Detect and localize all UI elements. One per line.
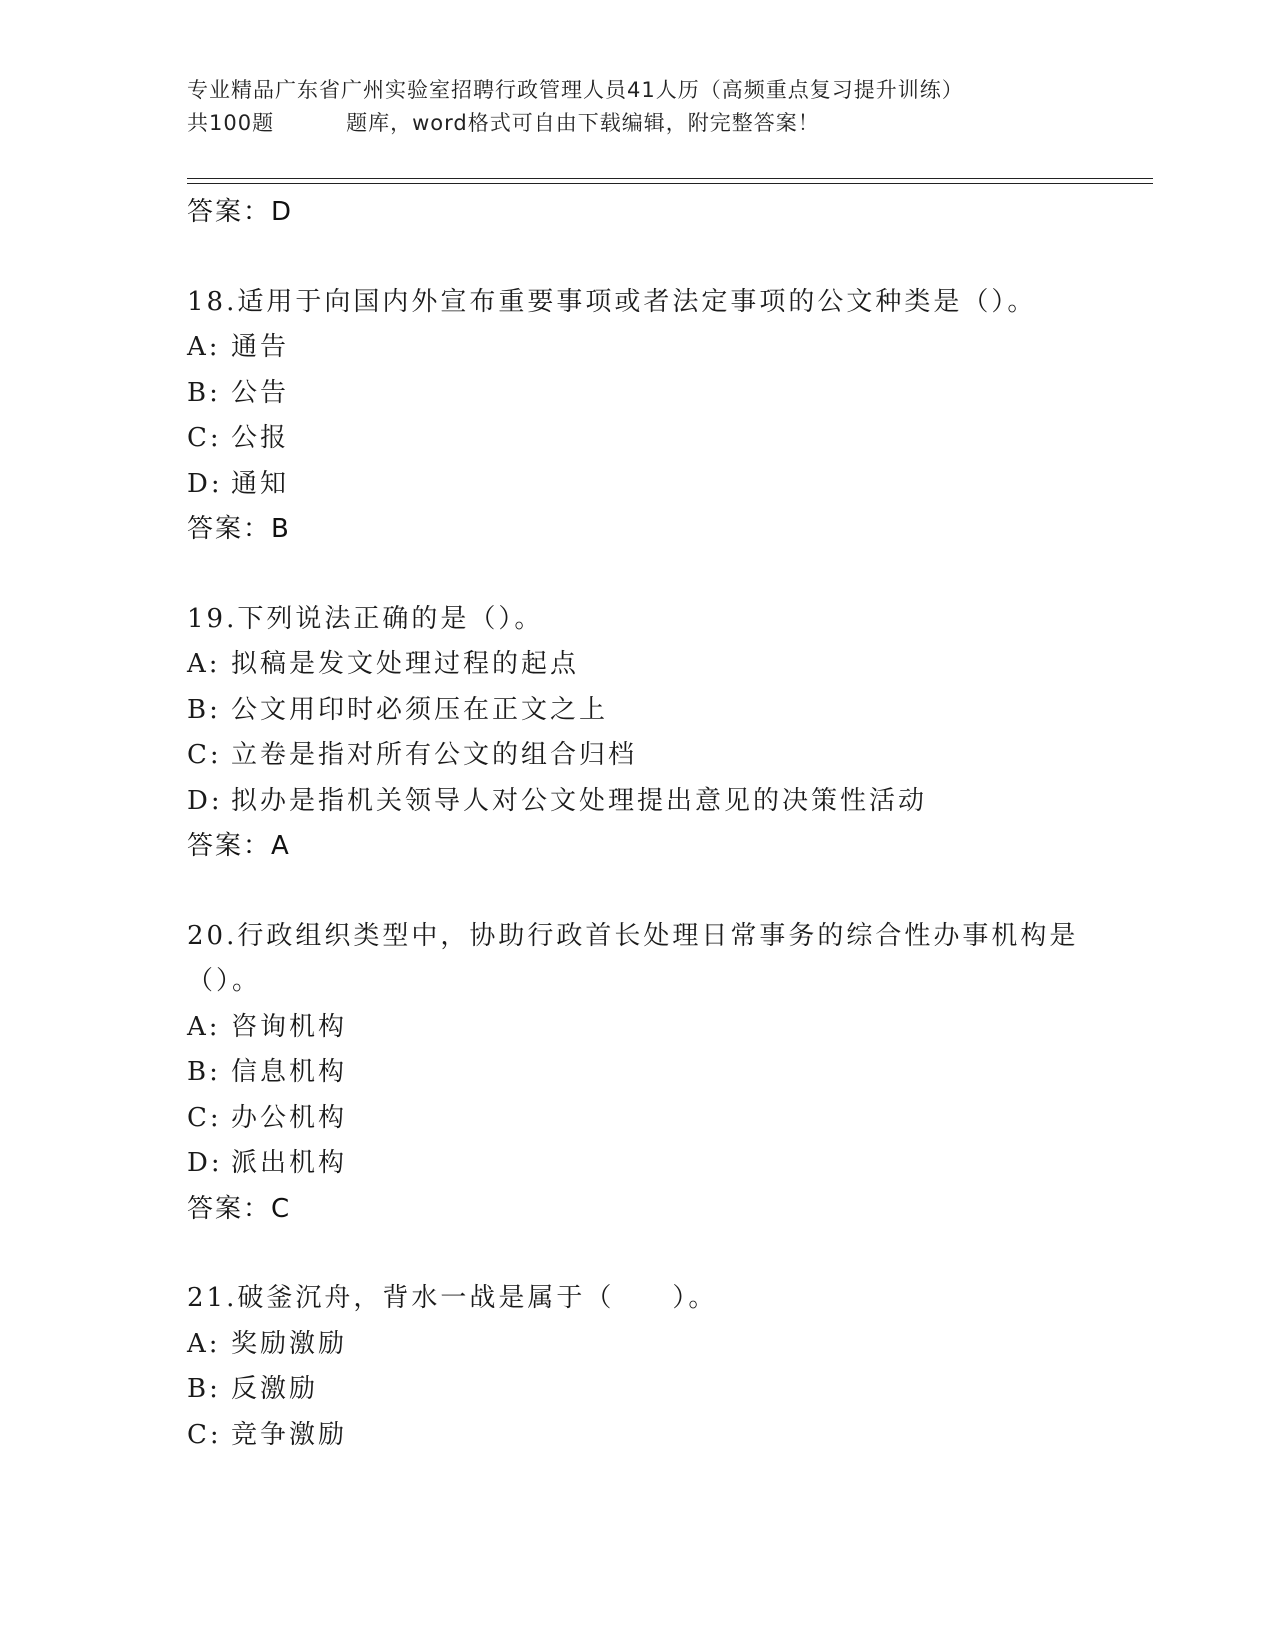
option-label: D: xyxy=(187,785,223,816)
question-stem-continued: （）。 xyxy=(187,966,262,996)
option-a xyxy=(187,325,1147,371)
option-label: A: xyxy=(187,1328,221,1359)
option-d xyxy=(187,779,1147,825)
option-a xyxy=(187,642,1147,688)
option-label: B: xyxy=(187,694,221,725)
header-rule-bottom xyxy=(187,183,1153,184)
option-label: A: xyxy=(187,332,221,362)
option-text: 通知 xyxy=(231,468,290,499)
option-label: C: xyxy=(187,423,222,453)
option-text: 公报 xyxy=(231,423,290,453)
option-text: 拟办是指机关领导人对公文处理提出意见的决策性活动 xyxy=(231,785,928,816)
option-text: 派出机构 xyxy=(231,1148,348,1178)
option-b xyxy=(187,1050,1147,1096)
question-stem: 21.破釜沉舟，背水一战是属于（ ）。 xyxy=(187,1283,718,1313)
option-text: 竞争激励 xyxy=(231,1419,348,1450)
option-label: A: xyxy=(187,1011,221,1042)
option-text: 立卷是指对所有公文的组合归档 xyxy=(231,740,638,770)
option-d xyxy=(187,1141,1147,1187)
question-18 xyxy=(187,280,1147,553)
option-label: C: xyxy=(187,1102,222,1133)
option-label: C: xyxy=(187,1419,222,1450)
header-rule-top xyxy=(187,178,1153,179)
header-subtitle-line xyxy=(187,107,1087,140)
option-text: 咨询机构 xyxy=(231,1011,348,1042)
question-21 xyxy=(187,1276,1147,1458)
option-text: 信息机构 xyxy=(231,1057,348,1087)
answer: 答案：A xyxy=(187,831,291,861)
page-header xyxy=(187,74,1087,140)
option-c xyxy=(187,1096,1147,1142)
option-label: D: xyxy=(187,468,223,499)
option-c xyxy=(187,416,1147,462)
option-label: B: xyxy=(187,1374,221,1404)
option-text: 办公机构 xyxy=(231,1102,348,1133)
option-a xyxy=(187,1005,1147,1051)
option-text: 拟稿是发文处理过程的起点 xyxy=(231,649,580,679)
header-description: 题库，word格式可自由下载编辑，附完整答案！ xyxy=(346,111,820,135)
question-20 xyxy=(187,914,1147,1233)
answer: 答案：B xyxy=(187,514,291,544)
option-c xyxy=(187,1413,1147,1459)
question-stem: 20.行政组织类型中，协助行政首长处理日常事务的综合性办事机构是 xyxy=(187,920,1079,951)
option-label: B: xyxy=(187,1057,221,1087)
option-b xyxy=(187,371,1147,417)
question-stem: 18.适用于向国内外宣布重要事项或者法定事项的公文种类是（）。 xyxy=(187,286,1037,317)
option-text: 公告 xyxy=(231,377,290,408)
question-stem: 19.下列说法正确的是（）。 xyxy=(187,603,544,634)
header-title-line: 专业精品广东省广州实验室招聘行政管理人员41人历（高频重点复习提升训练） xyxy=(187,78,964,102)
option-label: D: xyxy=(187,1148,223,1178)
answer-previous: 答案：D xyxy=(187,197,294,227)
question-19 xyxy=(187,597,1147,870)
option-c xyxy=(187,733,1147,779)
option-label: A: xyxy=(187,649,221,679)
answer: 答案：C xyxy=(187,1193,292,1224)
option-b xyxy=(187,688,1147,734)
option-text: 公文用印时必须压在正文之上 xyxy=(231,694,609,725)
option-text: 通告 xyxy=(231,332,290,362)
document-body xyxy=(187,190,1147,1458)
option-text: 奖励激励 xyxy=(231,1328,348,1359)
header-question-count: 共100题 xyxy=(187,111,275,135)
option-label: B: xyxy=(187,377,221,408)
option-text: 反激励 xyxy=(231,1374,319,1404)
option-b xyxy=(187,1367,1147,1413)
option-label: C: xyxy=(187,740,222,770)
option-d xyxy=(187,462,1147,508)
option-a xyxy=(187,1322,1147,1368)
